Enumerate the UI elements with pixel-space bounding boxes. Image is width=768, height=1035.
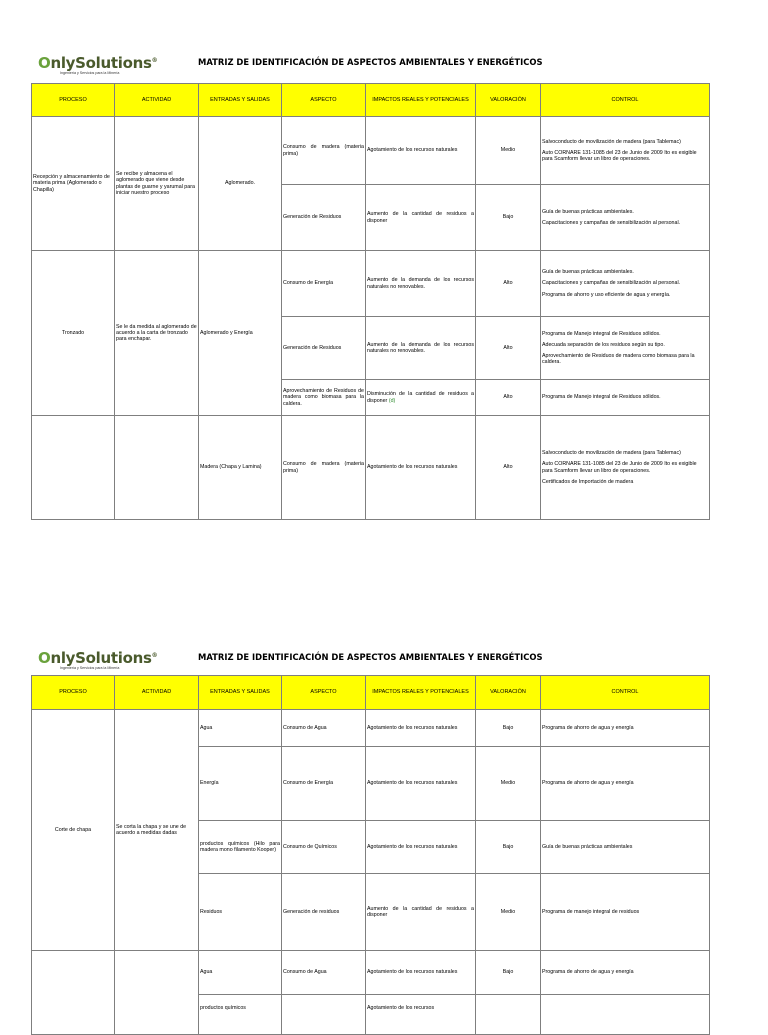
valoracion-cell: Bajo — [476, 951, 541, 995]
valoracion-cell: Alto — [476, 251, 541, 317]
actividad-cell — [115, 416, 199, 520]
impacto-cell: Aumento de la cantidad de residuos a disponer — [366, 874, 476, 951]
valoracion-cell: Alto — [476, 416, 541, 520]
header-cell: CONTROL — [541, 84, 710, 117]
control-cell: Programa de ahorro de agua y energía — [541, 710, 710, 747]
valoracion-cell: Bajo — [476, 710, 541, 747]
header-cell: ACTIVIDAD — [115, 84, 199, 117]
valoracion-cell: Bajo — [476, 185, 541, 251]
page-title: MATRIZ DE IDENTIFICACIÓN DE ASPECTOS AMBIENTALES Y ENERGÉTICOS — [198, 57, 543, 67]
impacto-cell: Agotamiento de los recursos — [366, 995, 476, 1035]
table-row — [32, 710, 710, 747]
valoracion-cell: Bajo — [476, 821, 541, 874]
impacto-cell: Agotamiento de los recursos naturales — [366, 710, 476, 747]
impacto-cell: Disminución de la cantidad de residuos a disponer (d) — [366, 380, 476, 416]
valoracion-cell: Alto — [476, 317, 541, 380]
impacto-note: (d) — [388, 397, 396, 404]
aspecto-cell: Generación de residuos — [282, 874, 366, 951]
entradas-cell: Residuos — [199, 874, 282, 951]
control-cell: Salvoconducto de movilización de madera (para Tablemac) Auto CORNARE 131-1085 del 23 de Junio de 2009 Ito es exigible para Scamform llevar un libro de operaciones. — [541, 117, 710, 185]
actividad-cell: Se le da medida al aglomerado de acuerdo a la carta de tronzado para enchapar. — [115, 251, 199, 416]
entradas-cell: Aglomerado. — [199, 117, 282, 251]
aspecto-cell: Generación de Residuos — [282, 317, 366, 380]
entradas-cell: productos químicos — [199, 995, 282, 1035]
impacto-cell: Agotamiento de los recursos naturales — [366, 821, 476, 874]
aspecto-cell: Aprovechamiento de Residuos de madera como biomasa para la caldera. — [282, 380, 366, 416]
control-cell: Guía de buenas prácticas ambientales. Capacitaciones y campañas de sensibilización al personal. Programa de ahorro y uso eficiente de agua y energía. — [541, 251, 710, 317]
table-row — [32, 117, 710, 185]
aspecto-cell: Consumo de Agua — [282, 951, 366, 995]
page-2 — [0, 645, 768, 1024]
proceso-cell: Recepción y almacenamiento de materia prima (Aglomerado o Chapilla) — [32, 117, 115, 251]
page-1 — [0, 50, 768, 530]
header-cell: IMPACTOS REALES Y POTENCIALES — [366, 676, 476, 710]
entradas-cell: productos químicos (Hilo para madera mono filamento Kooper) — [199, 821, 282, 874]
aspects-matrix-table — [31, 83, 710, 520]
aspecto-cell: Consumo de Agua — [282, 710, 366, 747]
valoracion-cell: Alto — [476, 380, 541, 416]
proceso-cell: Corte de chapa — [32, 710, 115, 951]
header-cell: PROCESO — [32, 676, 115, 710]
valoracion-cell — [476, 995, 541, 1035]
entradas-cell: Madera (Chapa y Lamina) — [199, 416, 282, 520]
proceso-cell — [32, 951, 115, 1035]
impacto-cell: Agotamiento de los recursos naturales — [366, 747, 476, 821]
entradas-cell: Aglomerado y Energía — [199, 251, 282, 416]
aspects-matrix-table — [31, 675, 710, 1035]
valoracion-cell: Medio — [476, 747, 541, 821]
control-cell: Programa de Manejo integral de Residuos sólidos. Adecuada separación de los residuos según su tipo. Aprovechamiento de Residuos de madera como biomasa para la caldera. — [541, 317, 710, 380]
table-row — [32, 951, 710, 995]
control-cell: Programa de manejo integral de residuos — [541, 874, 710, 951]
header-row — [32, 676, 710, 710]
aspecto-cell: Consumo de Energía — [282, 251, 366, 317]
header-cell: VALORACIÓN — [476, 84, 541, 117]
control-cell: Salvoconducto de movilización de madera (para Tablemac) Auto CORNARE 131-1085 del 23 de Junio de 2009 Ito es exigible para Scamform llevar un libro de operaciones. Certificados de Importación de madera — [541, 416, 710, 520]
actividad-cell — [115, 951, 199, 1035]
company-logo: OnlySolutions® Ingeniería y Servicios para la Minería — [38, 649, 158, 670]
control-cell: Programa de ahorro de agua y energía — [541, 951, 710, 995]
valoracion-cell: Medio — [476, 117, 541, 185]
aspecto-cell — [282, 995, 366, 1035]
header-cell: PROCESO — [32, 84, 115, 117]
impacto-cell: Aumento de la cantidad de residuos a disponer — [366, 185, 476, 251]
entradas-cell: Agua — [199, 951, 282, 995]
actividad-cell: Se corta la chapa y se une de acuerdo a medidas dadas — [115, 710, 199, 951]
entradas-cell: Agua — [199, 710, 282, 747]
aspecto-cell: Consumo de madera (materia prima) — [282, 117, 366, 185]
table-row — [32, 251, 710, 317]
header-cell: CONTROL — [541, 676, 710, 710]
header-cell: ASPECTO — [282, 84, 366, 117]
aspecto-cell: Consumo de Químicos — [282, 821, 366, 874]
control-cell: Guía de buenas prácticas ambientales — [541, 821, 710, 874]
header-cell: ACTIVIDAD — [115, 676, 199, 710]
company-logo: OnlySolutions® Ingeniería y Servicios para la Minería — [38, 54, 158, 75]
impacto-cell: Agotamiento de los recursos naturales — [366, 951, 476, 995]
proceso-cell: Tronzado — [32, 251, 115, 416]
header-cell: VALORACIÓN — [476, 676, 541, 710]
control-cell: Programa de Manejo integral de Residuos sólidos. — [541, 380, 710, 416]
impacto-cell: Aumento de la demanda de los recursos naturales no renovables. — [366, 251, 476, 317]
header-row — [32, 84, 710, 117]
impacto-cell: Aumento de la demanda de los recursos naturales no renovables. — [366, 317, 476, 380]
control-cell: Guía de buenas prácticas ambientales. Capacitaciones y campañas de sensibilización al personal. — [541, 185, 710, 251]
header-cell: ENTRADAS Y SALIDAS — [199, 84, 282, 117]
entradas-cell: Energía — [199, 747, 282, 821]
table-row — [32, 416, 710, 520]
control-cell: Programa de ahorro de agua y energía — [541, 747, 710, 821]
header-cell: IMPACTOS REALES Y POTENCIALES — [366, 84, 476, 117]
impacto-cell: Agotamiento de los recursos naturales — [366, 416, 476, 520]
aspecto-cell: Consumo de madera (materia prima) — [282, 416, 366, 520]
impacto-cell: Agotamiento de los recursos naturales — [366, 117, 476, 185]
header-cell: ENTRADAS Y SALIDAS — [199, 676, 282, 710]
aspecto-cell: Generación de Residuos — [282, 185, 366, 251]
header-cell: ASPECTO — [282, 676, 366, 710]
actividad-cell: Se recibe y almacena el aglomerado que viene desde plantas de guarne y yarumal para iniciar nuestro proceso — [115, 117, 199, 251]
valoracion-cell: Medio — [476, 874, 541, 951]
page-title: MATRIZ DE IDENTIFICACIÓN DE ASPECTOS AMBIENTALES Y ENERGÉTICOS — [198, 652, 543, 662]
proceso-cell — [32, 416, 115, 520]
aspecto-cell: Consumo de Energía — [282, 747, 366, 821]
control-cell — [541, 995, 710, 1035]
